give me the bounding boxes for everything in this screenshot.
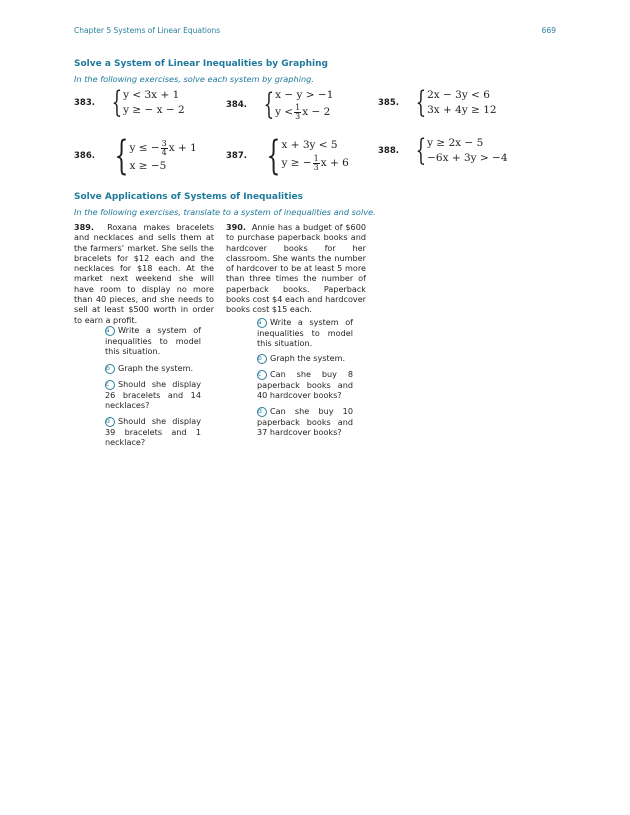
exercise-388 <box>378 133 508 168</box>
part-label-c: c <box>257 370 267 380</box>
left-brace: { <box>111 85 123 120</box>
chapter-header: Chapter 5 Systems of Linear Equations <box>74 26 221 35</box>
exercise-385 <box>378 85 497 120</box>
inequality-line: y ≥ − x − 2 <box>123 104 185 116</box>
inequality-line: y ≥ 2x − 5 <box>427 137 484 149</box>
problem-389-part-c <box>105 379 201 411</box>
problem-number: 389. <box>74 222 94 232</box>
section-title-graphing: Solve a System of Linear Inequalities by Graphing <box>74 59 328 69</box>
exercise-number: 387. <box>226 151 247 161</box>
problem-text: Roxana makes bracelets and necklaces and sells them at the farmers’ market. She sells the bracelets for $12 each and the necklaces for $18 each. At the market next weekend she will have room to display no more than 40 pieces, and she needs to sell at least $500 worth in order to earn a profit. <box>74 222 214 325</box>
part-label-d: d <box>105 417 115 427</box>
exercise-number: 388. <box>378 146 399 156</box>
left-brace: { <box>114 133 129 179</box>
inequality-line: x − y > −1 <box>275 89 334 101</box>
inequality-system <box>255 88 333 122</box>
inequality-line: x + 3y < 5 <box>281 139 338 151</box>
left-brace: { <box>415 133 427 168</box>
fraction-denominator: 4 <box>161 148 167 157</box>
fraction-denominator: 3 <box>295 112 301 121</box>
part-text: Should she display 39 bracelets and 1 necklace? <box>105 416 201 448</box>
part-text: Write a system of inequalities to model this situation. <box>105 325 201 357</box>
inequality-line: 2x − 3y < 6 <box>427 89 490 101</box>
left-brace: { <box>266 133 281 179</box>
exercise-386 <box>74 133 197 179</box>
part-text: Graph the system. <box>118 363 194 373</box>
exercise-number: 385. <box>378 98 399 108</box>
part-label-d: d <box>257 407 267 417</box>
exercise-383 <box>74 85 185 120</box>
inequality-part: x + 6 <box>320 157 349 169</box>
part-label-a: a <box>257 318 267 328</box>
inequality-system <box>103 85 185 120</box>
part-text: Should she display 26 bracelets and 14 necklaces? <box>105 379 201 411</box>
problem-389-part-a <box>105 325 201 357</box>
section-intro-graphing: In the following exercises, solve each system by graphing. <box>74 74 314 84</box>
problem-390-part-d <box>257 406 353 438</box>
problem-390-part-b <box>257 353 353 364</box>
part-label-c: c <box>105 380 115 390</box>
problem-389-part-d <box>105 416 201 448</box>
section-title-applications: Solve Applications of Systems of Inequalities <box>74 192 303 202</box>
part-text: Graph the system. <box>270 353 346 363</box>
exercise-number: 384. <box>226 100 247 110</box>
problem-390-part-c <box>257 369 353 401</box>
page-number: 669 <box>541 26 556 35</box>
problem-389-part-b <box>105 363 201 374</box>
problem-389 <box>74 222 214 325</box>
exercise-number: 383. <box>74 98 95 108</box>
section-intro-applications: In the following exercises, translate to a system of inequalities and solve. <box>74 207 376 217</box>
inequality-part: x + 1 <box>168 142 197 154</box>
fraction-numerator: 1 <box>295 103 301 112</box>
part-text: Can she buy 8 paperback books and 40 hardcover books? <box>257 369 353 401</box>
part-text: Write a system of inequalities to model this situation. <box>257 317 353 349</box>
inequality-part: x − 2 <box>302 106 331 118</box>
inequality-part: y ≤ − <box>129 142 160 154</box>
exercise-384 <box>226 88 333 122</box>
inequality-line: −6x + 3y > −4 <box>427 152 508 164</box>
inequality-system <box>407 133 508 168</box>
problem-390 <box>226 222 366 315</box>
fraction-numerator: 1 <box>313 154 319 163</box>
inequality-line <box>129 138 196 159</box>
part-label-b: b <box>257 354 267 364</box>
inequality-line: y < 3x + 1 <box>123 89 180 101</box>
part-text: Can she buy 10 paperback books and 37 hardcover books? <box>257 406 353 438</box>
fraction-numerator: 3 <box>161 139 167 148</box>
left-brace: { <box>415 85 427 120</box>
exercise-387 <box>226 133 349 179</box>
left-brace: { <box>263 87 275 122</box>
inequality-line: 3x + 4y ≥ 12 <box>427 104 497 116</box>
part-label-a: a <box>105 326 115 336</box>
inequality-part: y < <box>275 106 294 118</box>
inequality-system <box>103 133 197 179</box>
fraction <box>294 104 301 121</box>
problem-text: Annie has a budget of $600 to purchase paperback books and hardcover books for her classroom. She wants the number of hardcover to be at least 5 more than three times the number of paperback books. Paperback books cost $4 each and hardcover books cost $15 each. <box>226 222 367 315</box>
inequality-system <box>407 85 497 120</box>
inequality-part: y ≥ − <box>281 157 312 169</box>
inequality-line: x ≥ −5 <box>129 160 167 172</box>
fraction <box>313 155 320 172</box>
problem-390-part-a <box>257 317 353 349</box>
fraction <box>161 140 168 157</box>
inequality-line <box>281 153 348 174</box>
exercise-number: 386. <box>74 151 95 161</box>
fraction-denominator: 3 <box>313 163 319 172</box>
inequality-system <box>255 133 349 179</box>
problem-number: 390. <box>226 222 246 232</box>
inequality-line <box>275 103 333 122</box>
part-label-b: b <box>105 364 115 374</box>
